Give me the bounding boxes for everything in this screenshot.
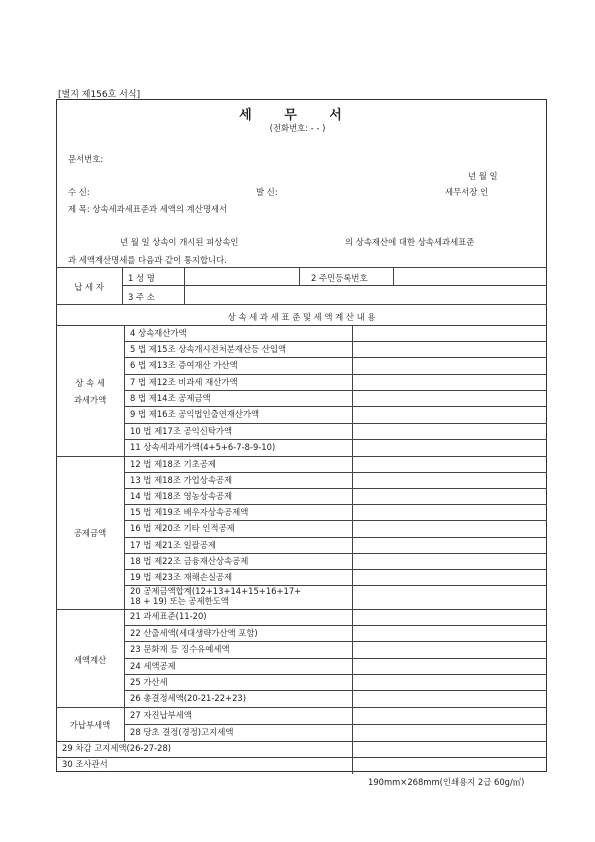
form-id: [별지 제156호 서식] (58, 90, 141, 100)
group-payment: 가납부세액 (69, 720, 111, 730)
group-tax-calc: 세액계산 (73, 655, 107, 665)
row-18: 18 법 제22조 금융재산상속공제 (130, 556, 249, 566)
office-head: 세무서장 인 (445, 187, 489, 197)
group-deduction: 공제금액 (73, 528, 107, 538)
group-taxable-line2: 과세가액 (73, 395, 107, 405)
row-25: 25 가산세 (130, 677, 168, 687)
row-16: 16 법 제20조 기타 인적공제 (130, 523, 235, 533)
row-8: 8 법 제14조 공제금액 (130, 393, 211, 403)
row-5: 5 법 제15조 상속개시전처분재산등 산입액 (130, 344, 287, 354)
row-29: 29 차감 고지세액(26-27-28) (62, 743, 172, 753)
sender-label: 발 신: (256, 187, 278, 197)
recipient-label: 수 신: (68, 187, 90, 197)
taxpayer-label: 납 세 자 (74, 282, 104, 292)
row-4: 4 상속재산가액 (130, 328, 187, 338)
row-20: 20 공제금액합계(12+13+14+15+16+17+ (130, 586, 302, 596)
row-28: 28 당초 결정(경정)고지세액 (130, 727, 234, 737)
row-27: 27 자진납부세액 (130, 710, 192, 720)
subject-line: 제 목: 상속세과세표준과 세액의 계산명세서 (68, 204, 228, 214)
row-24: 24 세액공제 (130, 661, 176, 671)
row-12: 12 법 제18조 기초공제 (130, 459, 216, 469)
body-line-1b: 의 상속재산에 대한 상속세과세표준 (345, 237, 475, 247)
doc-number-label: 문서번호: (68, 154, 104, 164)
row-17: 17 법 제21조 일괄공제 (130, 540, 216, 550)
paper-spec: 190mm×268mm(인쇄용지 2급 60g/㎡) (368, 777, 525, 787)
page-title: 세 무 서 (239, 108, 356, 123)
row-23: 23 문화재 등 징수유예세액 (130, 644, 230, 654)
name-label: 1 성 명 (128, 273, 155, 283)
section-title: 상 속 세 과 세 표 준 및 세 액 계 산 내 용 (227, 312, 376, 322)
row-11: 11 상속세과세가액(4+5+6-7-8-9-10) (130, 442, 276, 452)
row-6: 6 법 제13조 증여재산 가산액 (130, 360, 238, 370)
row-30: 30 조사관서 (62, 759, 108, 769)
row-15: 15 법 제19조 배우자상속공제액 (130, 507, 249, 517)
row-7: 7 법 제12조 비과세 재산가액 (130, 377, 238, 387)
row-21: 21 과세표준(11-20) (130, 611, 207, 621)
group-taxable-line1: 상 속 세 (75, 378, 105, 388)
row-20-line2: 18 + 19) 또는 공제한도액 (130, 596, 229, 606)
body-line-1: 년 월 일 상속이 개시된 피상속인 (120, 237, 239, 247)
date-line: 년 월 일 (468, 171, 498, 181)
row-14: 14 법 제18조 영농상속공제 (130, 491, 233, 501)
body-line-2: 과 세액계산명세를 다음과 같이 통지합니다. (68, 255, 227, 265)
row-26: 26 총결정세액(20-21-22+23) (130, 693, 246, 703)
row-13: 13 법 제18조 가업상속공제 (130, 475, 233, 485)
row-19: 19 법 제23조 재해손실공제 (130, 572, 233, 582)
resident-id-label: 2 주민등록번호 (311, 273, 368, 283)
address-label: 3 주 소 (128, 292, 155, 302)
phone-line: (전화번호: - - ) (269, 123, 326, 133)
row-10: 10 법 제17조 공익신탁가액 (130, 426, 233, 436)
row-9: 9 법 제16조 공익법인출연재산가액 (130, 409, 260, 419)
row-22: 22 산출세액(세대생략가산액 포함) (130, 628, 258, 638)
